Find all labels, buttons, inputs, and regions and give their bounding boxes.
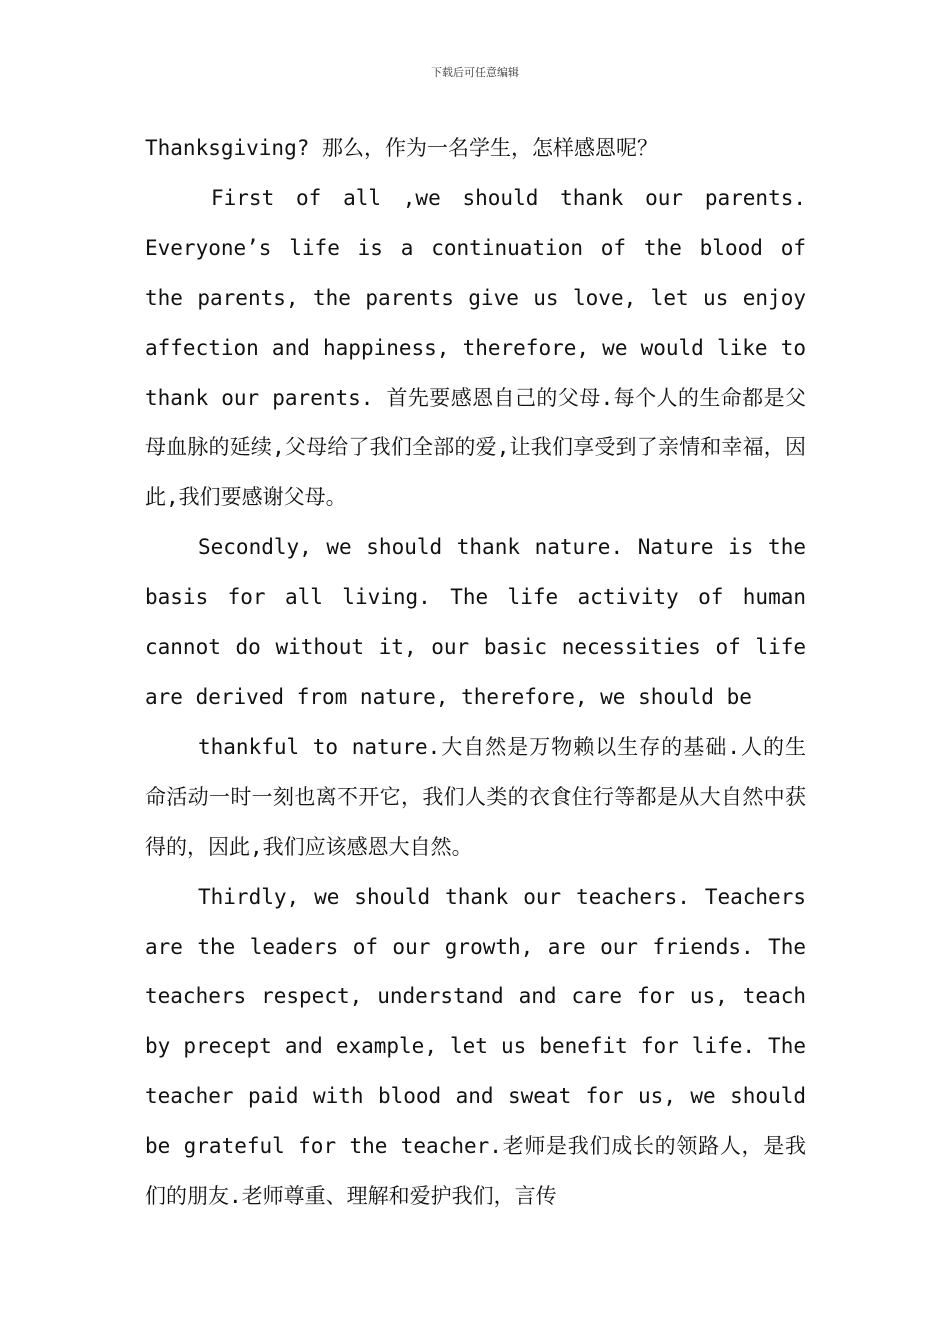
paragraph-thank-teachers: Thirdly, we should thank our teachers. Teachers are the leaders of our growth, are our friends. The teachers respect, understand and care for us, teach by precept and example, let us benefit for life. The teacher paid with blood and sweat for us, we should be grateful for the teacher.老师是我们成长的领路人，是我们的朋友.老师尊重、理解和爱护我们，言传	[145, 884, 806, 1209]
paragraph-thank-parents: First of all ,we should thank our parents. Everyone’s life is a continuation of the blood of the parents, the parents give us love, let us enjoy affection and happiness, therefore, we would like to thank our parents. 首先要感恩自己的父母.每个人的生命都是父母血脉的延续,父母给了我们全部的爱,让我们享受到了亲情和幸福，因此,我们要感谢父母。	[145, 185, 806, 510]
paragraph-thank-nature-cn: thankful to nature.大自然是万物赖以生存的基础.人的生命活动一时一刻也离不开它，我们人类的衣食住行等都是从大自然中获得的，因此,我们应该感恩大自然。	[145, 734, 806, 859]
document-body	[145, 124, 806, 1222]
paragraph-thank-nature-en: Secondly, we should thank nature. Nature is the basis for all living. The life activity of human cannot do without it, our basic necessities of life are derived from nature, therefore, we should be	[145, 535, 806, 709]
paragraph-intro-question: Thanksgiving? 那么，作为一名学生，怎样感恩呢？	[145, 136, 659, 160]
page-header: 下载后可任意编辑	[431, 66, 519, 79]
